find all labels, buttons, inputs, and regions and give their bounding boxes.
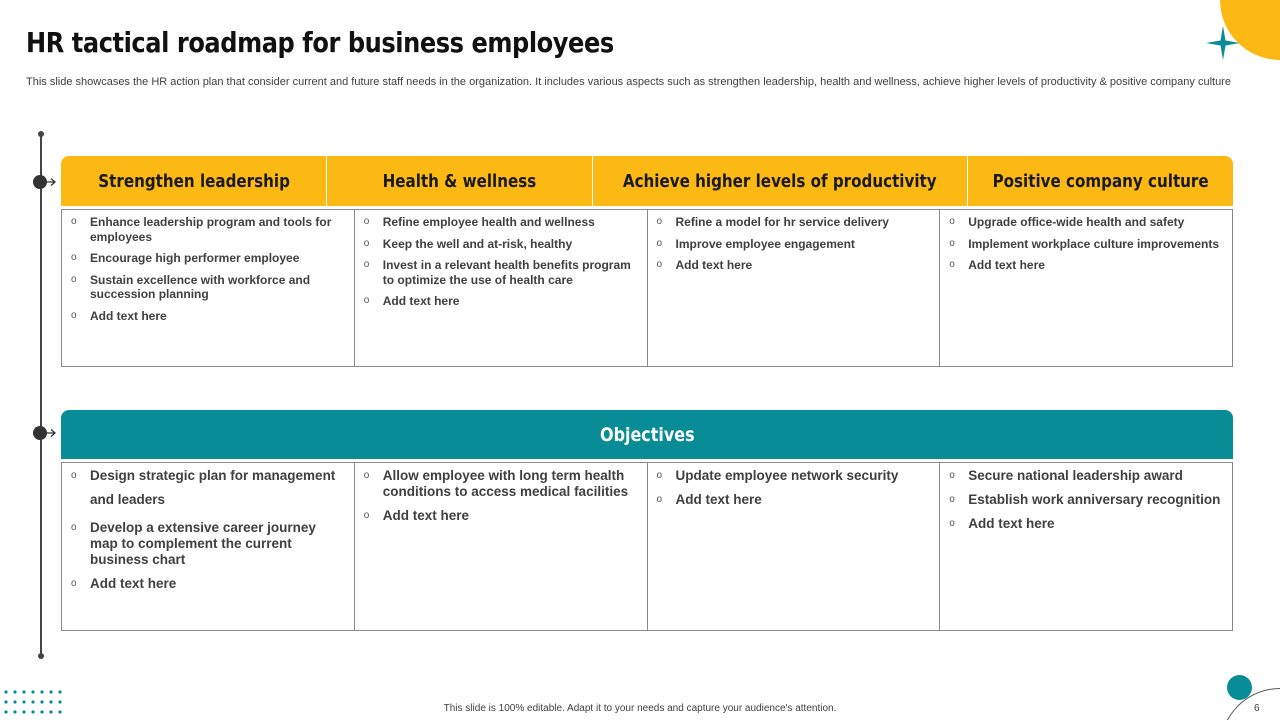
objectives-cell-1 (62, 463, 355, 630)
strategy-table (61, 156, 1233, 367)
list-item: o Improve employee engagement (656, 236, 855, 251)
strengthen-leadership-cell (62, 210, 355, 366)
timeline-node-arrow-icon (32, 175, 56, 189)
objectives-table (61, 410, 1233, 631)
column-header-company-culture: Positive company culture (968, 156, 1233, 206)
list-item: o Invest in a relevant health benefits program to optimize the use of health care (363, 258, 631, 287)
list-item: o Add text here (363, 294, 460, 308)
footer-note: This slide is 100% editable. Adapt it to your needs and capture your audience's attention. (443, 703, 837, 714)
list-item: o Refine employee health and wellness (363, 215, 595, 229)
timeline-start-dot (38, 131, 44, 137)
objectives-header: Objectives (61, 410, 1233, 459)
list-item: o Refine a model for hr service delivery (656, 215, 889, 229)
list-item: o Sustain excellence with workforce and succession planning (71, 272, 311, 301)
list-item: o Add text here (949, 516, 1055, 531)
list-item: o Secure national leadership award (949, 468, 1183, 483)
strategy-body-row (61, 209, 1233, 367)
company-culture-cell (940, 210, 1232, 366)
list-item: o Add text here (656, 258, 753, 272)
corner-decoration-dot (1227, 675, 1252, 700)
list-item: o Design strategic plan for management and leaders (71, 468, 336, 507)
list-item: o Implement workplace culture improvements (949, 236, 1219, 251)
health-wellness-cell (355, 210, 648, 366)
list-item: o Add text here (71, 576, 177, 591)
page-title: HR tactical roadmap for business employees (26, 26, 614, 59)
objectives-cell-2 (355, 463, 648, 630)
column-header-productivity: Achieve higher levels of productivity (593, 156, 967, 206)
timeline-node-arrow-icon (32, 426, 56, 440)
list-item: o Add text here (656, 492, 762, 507)
objectives-cell-4 (940, 463, 1232, 630)
list-item: o Upgrade office-wide health and safety (949, 215, 1185, 229)
page-number: 6 (1254, 703, 1260, 714)
timeline-end-dot (38, 653, 44, 659)
strategy-header-row (61, 156, 1233, 206)
list-item: o Enhance leadership program and tools for employees (71, 215, 332, 244)
sparkle-icon (1206, 26, 1240, 60)
productivity-cell (648, 210, 941, 366)
column-header-health-wellness: Health & wellness (327, 156, 593, 206)
objectives-cell-3 (648, 463, 941, 630)
list-item: o Keep the well and at-risk, healthy (363, 236, 573, 251)
list-item: o Encourage high performer employee (71, 251, 300, 265)
list-item: o Establish work anniversary recognition (949, 492, 1221, 507)
list-item: o Update employee network security (656, 468, 899, 483)
objectives-body-row (61, 462, 1233, 631)
column-header-strengthen-leadership: Strengthen leadership (61, 156, 327, 206)
timeline-line (40, 134, 42, 656)
list-item: o Add text here (949, 258, 1045, 272)
list-item: o Develop a extensive career journey map to complement the current business chart (71, 520, 316, 567)
list-item: o Add text here (363, 508, 470, 523)
page-subtitle: This slide showcases the HR action plan that consider current and future staff needs in the organization. It includes various aspects such as strengthen leadership, health and wellness, achieve higher levels of productivity & positive company culture (26, 76, 1231, 88)
list-item: o Allow employee with long term health conditions to access medical facilities (363, 468, 629, 499)
list-item: o Add text here (71, 308, 167, 323)
